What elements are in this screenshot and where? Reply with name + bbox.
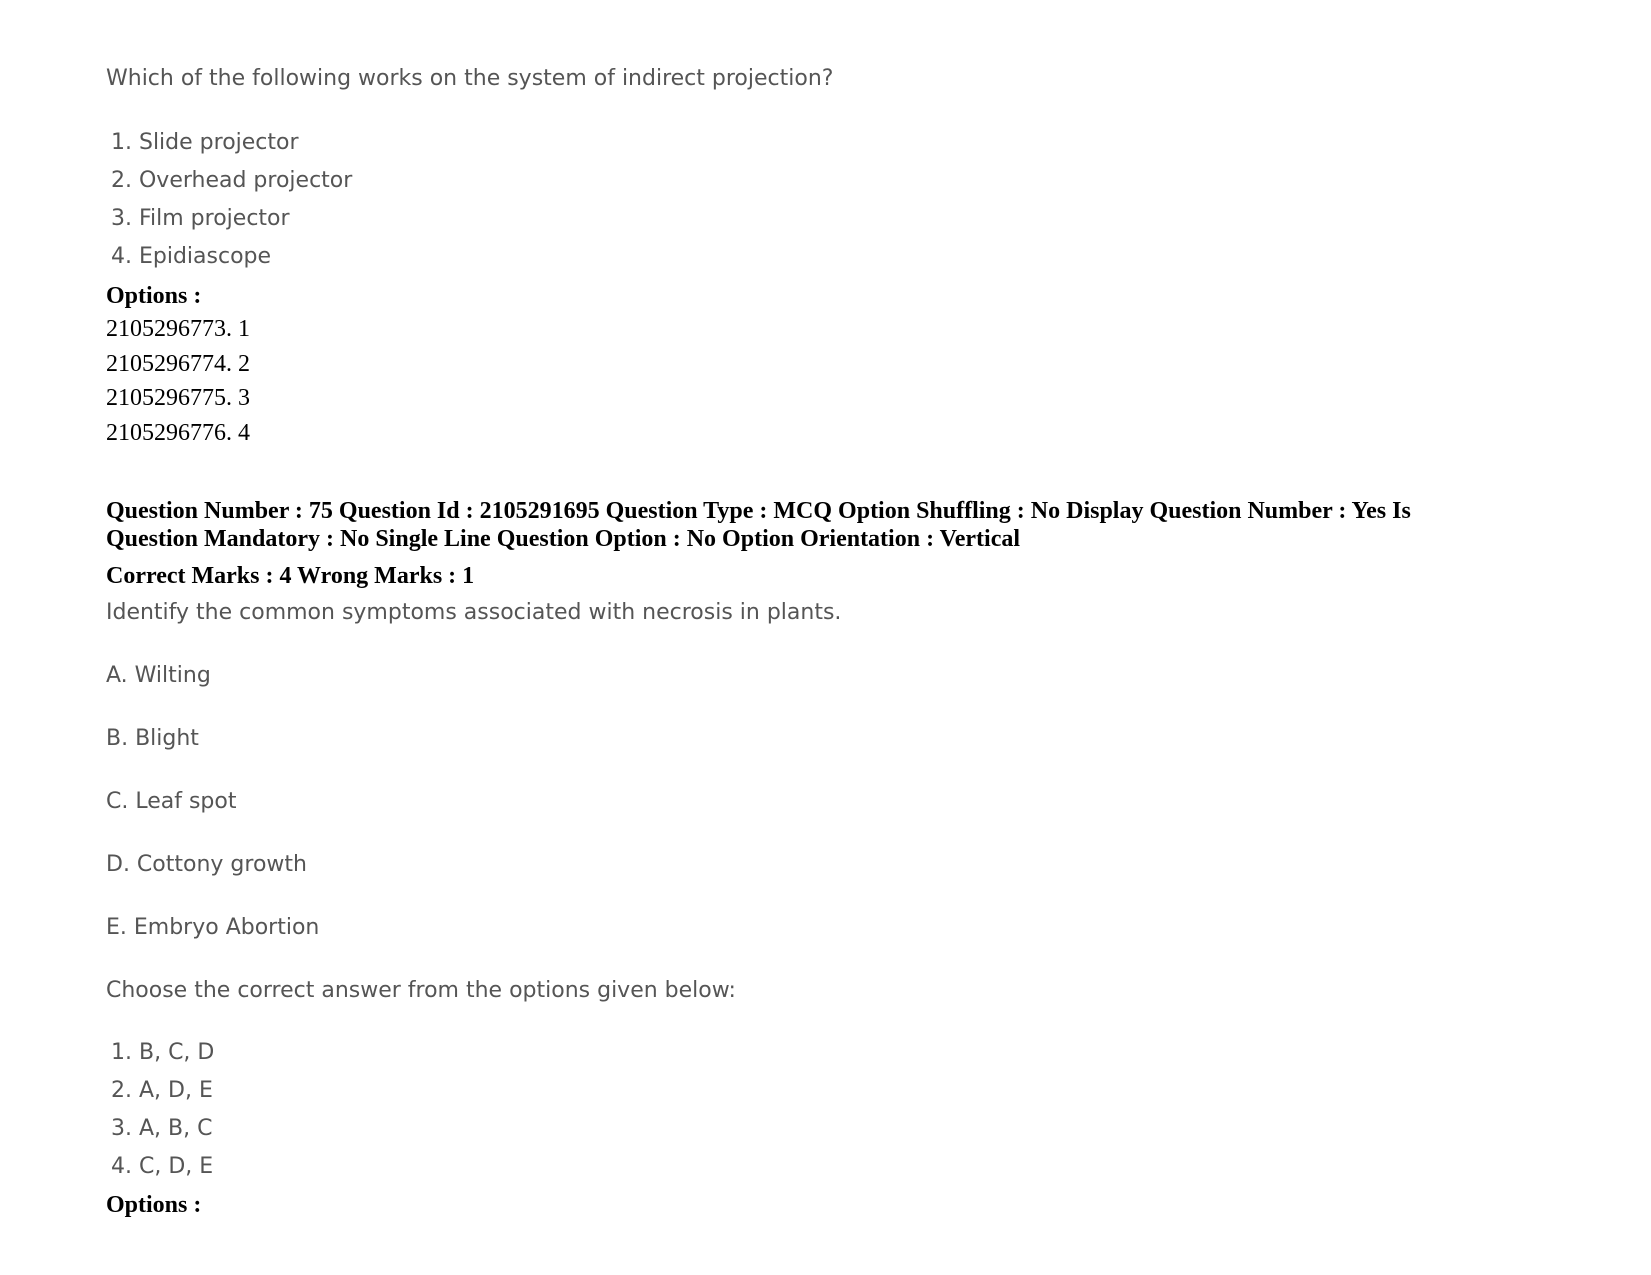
list-item: 2. A, D, E (111, 1078, 213, 1103)
q74-options-list (106, 312, 250, 450)
option-item: 2105296775. 3 (106, 385, 250, 411)
list-item: 1. B, C, D (111, 1040, 215, 1065)
q75-meta-block (106, 497, 1546, 553)
q75-statement-b: B. Blight (106, 726, 199, 751)
list-item: 3. A, B, C (111, 1116, 213, 1141)
q75-meta-line-1: Question Number : 75 Question Id : 2105291695 Question Type : MCQ Option Shuffling : No Display Question Number : Yes Is (106, 498, 1411, 524)
q75-meta-line-2: Question Mandatory : No Single Line Question Option : No Option Orientation : Vertical (106, 526, 1021, 552)
list-item: 4. C, D, E (111, 1154, 214, 1179)
option-item: 2105296774. 2 (106, 350, 250, 377)
q75-statement-e: E. Embryo Abortion (106, 915, 320, 940)
list-item: 1. Slide projector (111, 130, 299, 155)
option-item: 2105296773. 1 (106, 316, 250, 342)
q74-item-list (111, 124, 352, 276)
q74-question-text: Which of the following works on the system of indirect projection? (106, 66, 834, 91)
q75-answer-list (111, 1034, 214, 1186)
option-item: 2105296776. 4 (106, 419, 250, 446)
q75-statement-d: D. Cottony growth (106, 852, 307, 877)
list-item: 4. Epidiascope (111, 244, 272, 269)
q75-statement-a: A. Wilting (106, 663, 211, 688)
q74-options-label: Options : (106, 283, 202, 309)
q75-options-label: Options : (106, 1192, 202, 1218)
q75-instruction: Choose the correct answer from the options given below: (106, 978, 736, 1003)
list-item: 2. Overhead projector (111, 168, 353, 193)
list-item: 3. Film projector (111, 206, 290, 231)
q75-marks: Correct Marks : 4 Wrong Marks : 1 (106, 563, 475, 589)
q75-statement-c: C. Leaf spot (106, 789, 237, 814)
q75-question-text: Identify the common symptoms associated with necrosis in plants. (106, 600, 842, 625)
